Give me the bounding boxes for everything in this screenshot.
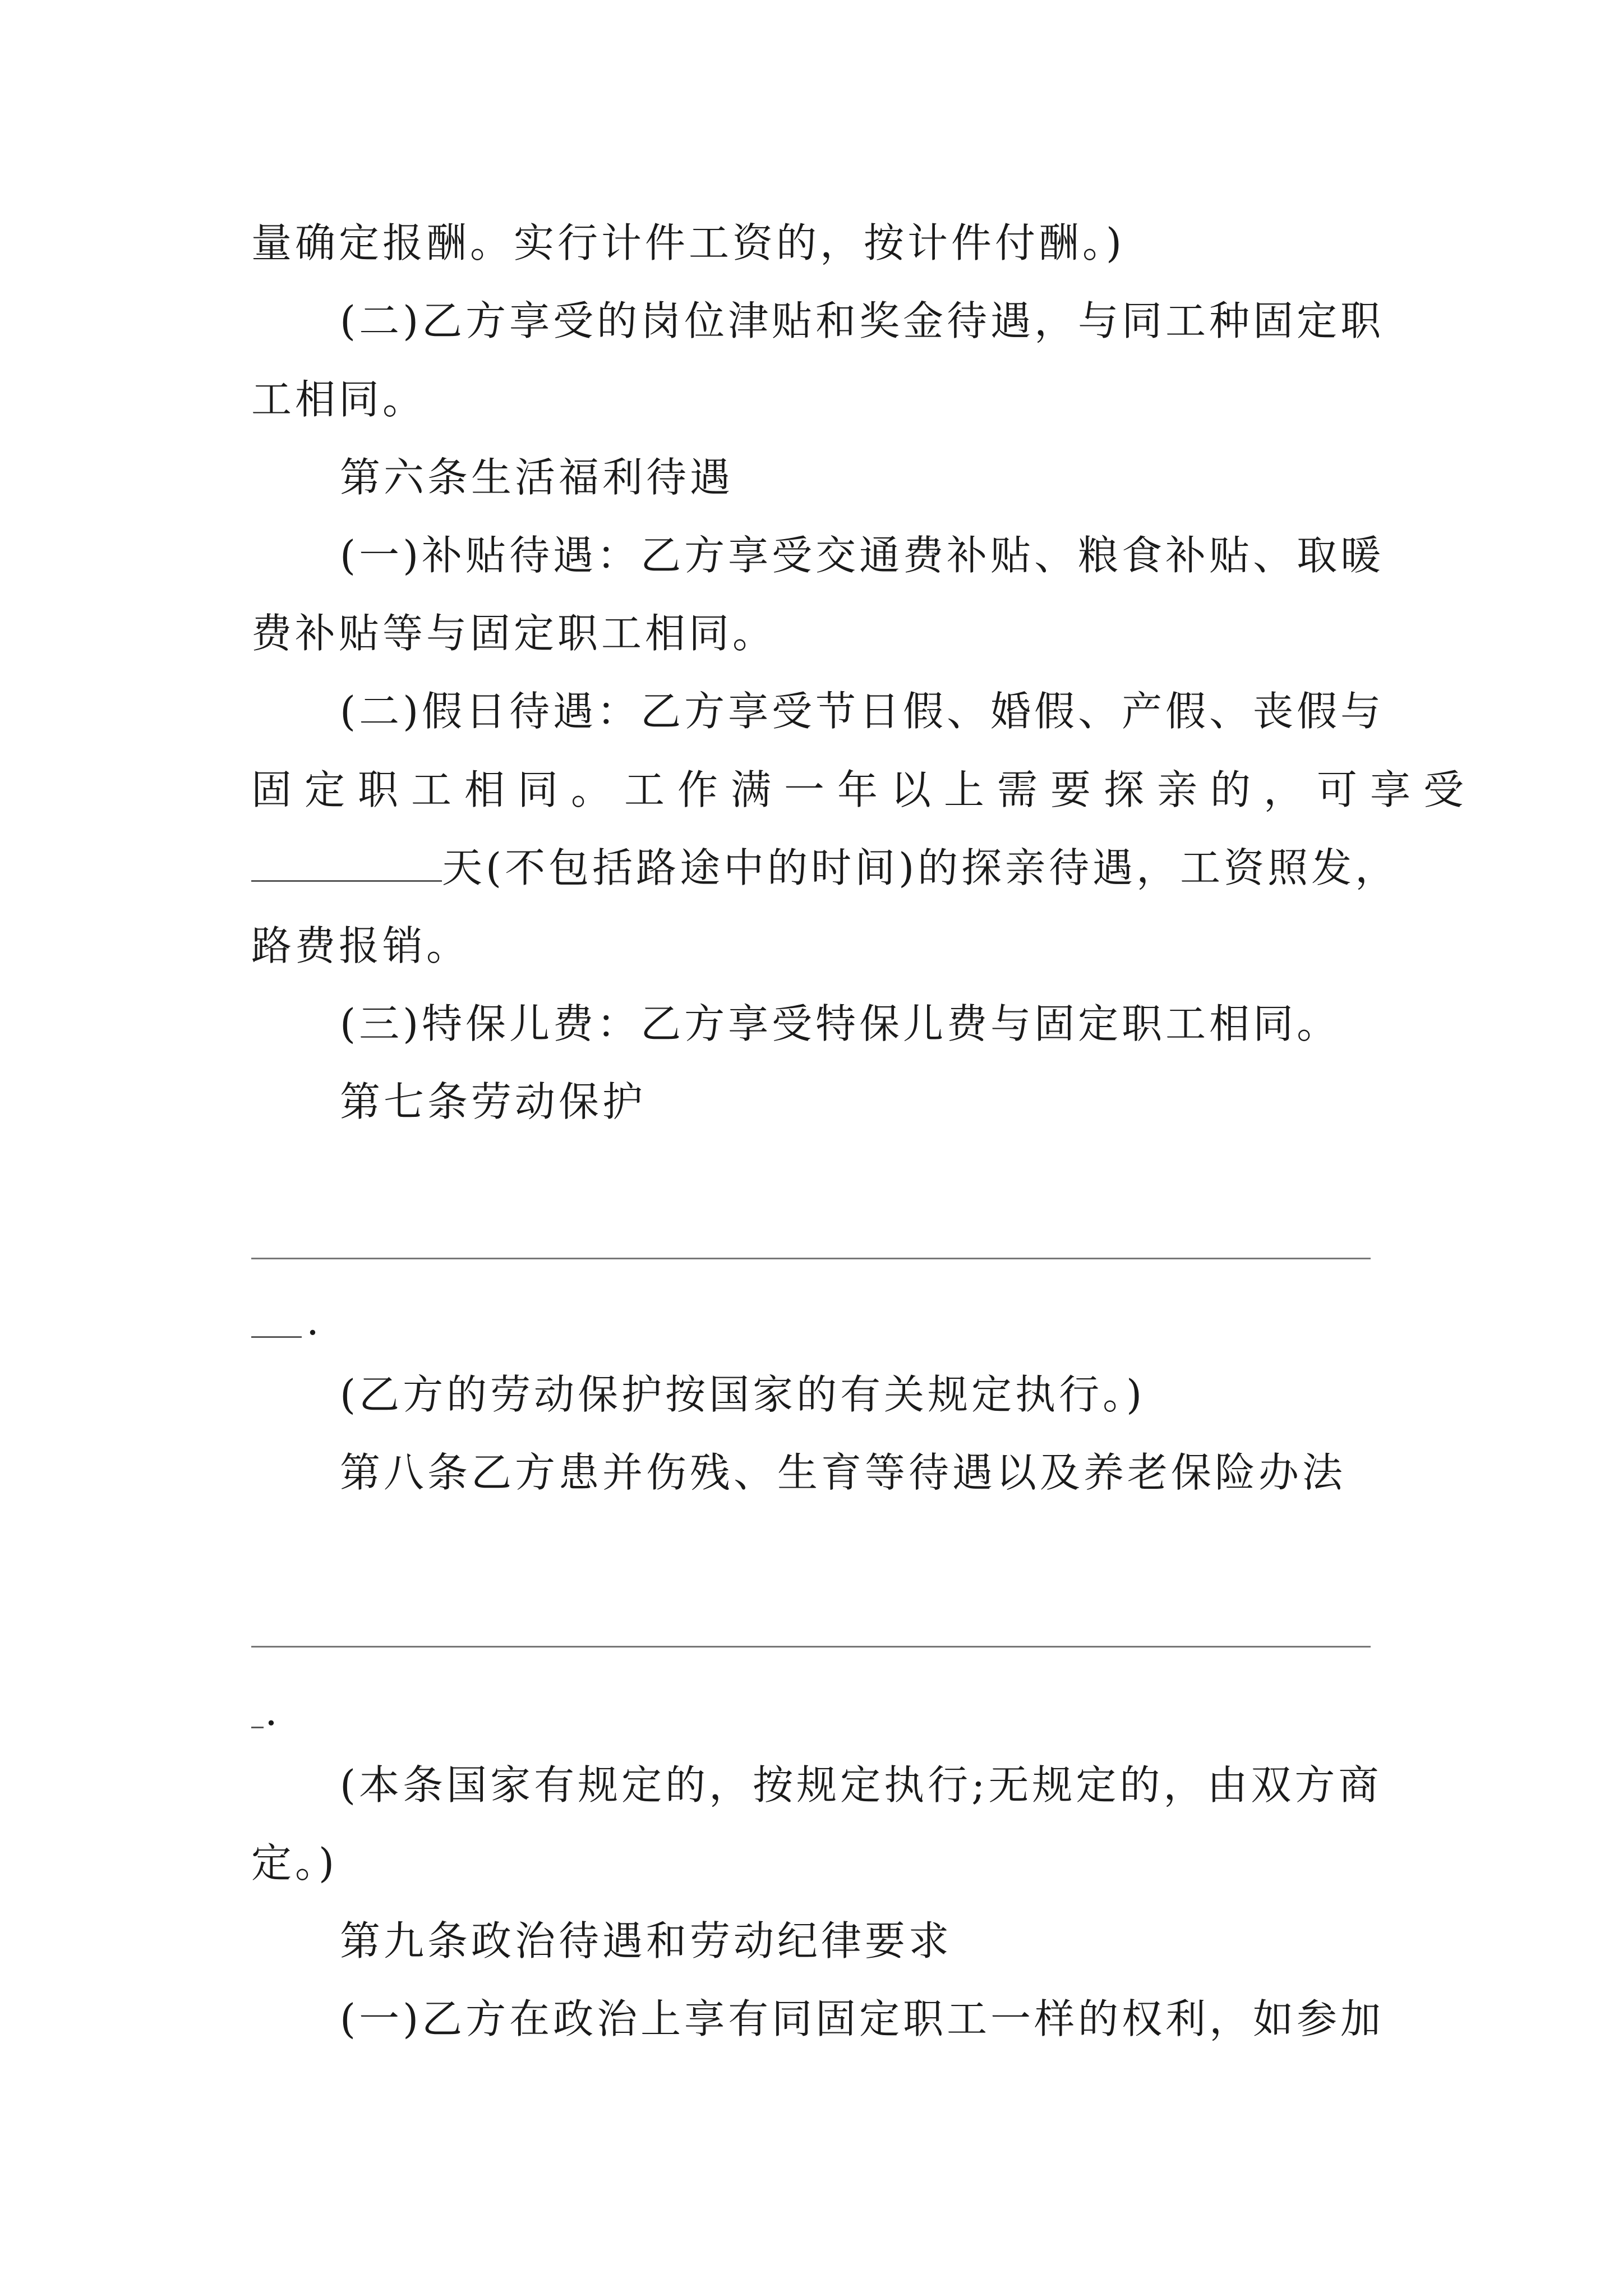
text-line-17: (本条国家有规定的，按规定执行;无规定的，由双方商	[340, 1761, 1382, 1809]
period-article-7: .	[306, 1297, 319, 1344]
text-line-6: 费补贴等与固定职工相同。	[251, 610, 777, 657]
article-6-heading: 第六条生活福利待遇	[340, 454, 734, 501]
fill-in-rule-article-7[interactable]	[251, 1258, 1371, 1259]
fill-in-rule-article-7-tail	[251, 1336, 302, 1338]
text-line-1: 量确定报酬。实行计件工资的，按计件付酬。)	[251, 219, 1126, 266]
text-line-7: (二)假日待遇：乙方享受节日假、婚假、产假、丧假与	[340, 688, 1385, 735]
article-9-heading: 第九条政治待遇和劳动纪律要求	[340, 1917, 953, 1964]
text-line-18: 定。)	[251, 1839, 338, 1887]
period-article-8: .	[265, 1687, 278, 1734]
text-line-2: (二)乙方享受的岗位津贴和奖金待遇，与同工种固定职	[340, 297, 1385, 344]
fill-in-rule-article-8[interactable]	[251, 1646, 1371, 1648]
text-line-3: 工相同。	[251, 376, 427, 423]
fill-in-rule-article-8-tail	[251, 1727, 264, 1728]
text-line-11: (三)特保儿费：乙方享受特保儿费与固定职工相同。	[340, 1000, 1341, 1047]
text-line-5: (一)补贴待遇：乙方享受交通费补贴、粮食补贴、取暖	[340, 532, 1385, 579]
article-7-heading: 第七条劳动保护	[340, 1078, 647, 1125]
fill-in-blank-days[interactable]	[251, 846, 442, 882]
text-line-14: (乙方的劳动保护按国家的有关规定执行。)	[340, 1371, 1146, 1418]
text-line-20: (一)乙方在政治上享有同固定职工一样的权利，如参加	[340, 1995, 1385, 2042]
text-line-10: 路费报销。	[251, 922, 471, 969]
text-line-8: 固定职工相同。工作满一年以上需要探亲的，可享受	[251, 766, 1477, 813]
text-line-9-row	[251, 840, 1399, 896]
text-line-9: 天(不包括路途中的时间)的探亲待遇，工资照发，	[442, 844, 1399, 891]
article-8-heading: 第八条乙方患并伤残、生育等待遇以及养老保险办法	[340, 1449, 1347, 1496]
